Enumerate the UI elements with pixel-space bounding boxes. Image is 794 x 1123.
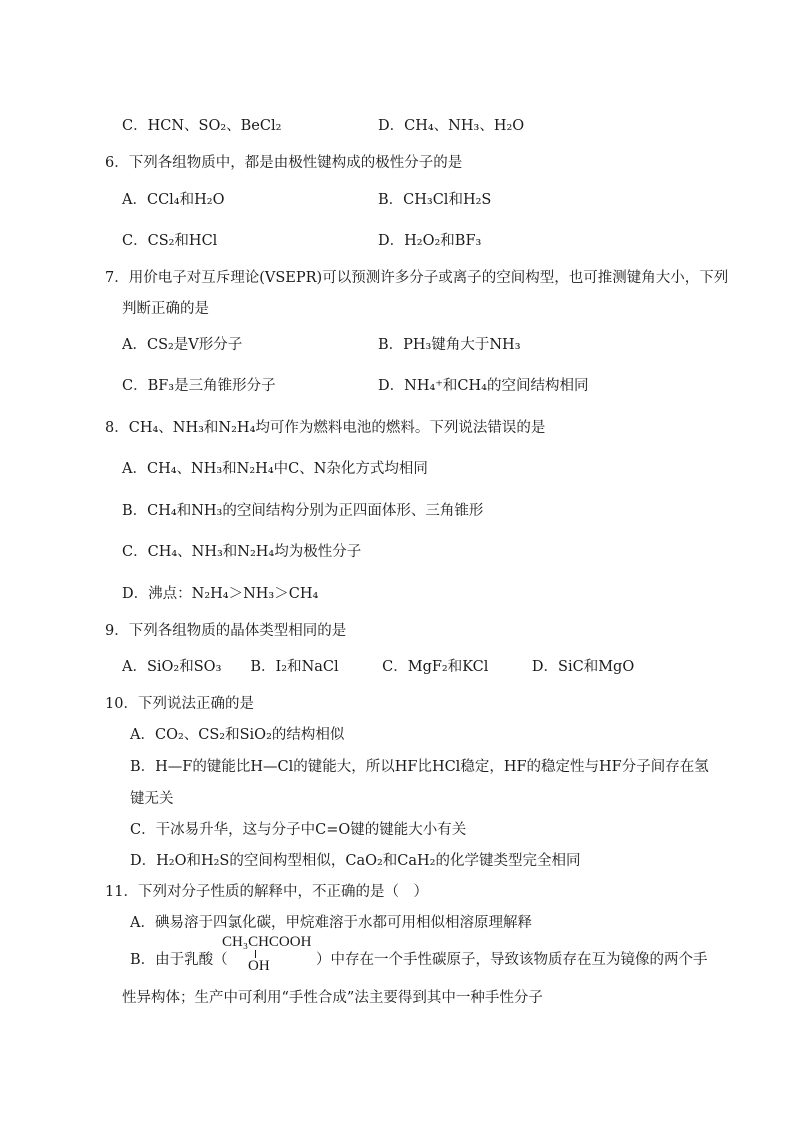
lactic-acid-main-chain: CH₃CHCOOH: [222, 934, 312, 950]
q11-option-b-prefix: B．由于乳酸（: [130, 952, 228, 968]
q10-option-a: A．CO₂、CS₂和SiO₂的结构相似: [130, 727, 345, 743]
q6-option-d: D．H₂O₂和BF₃: [378, 233, 482, 249]
q6-option-c: C．CS₂和HCl: [122, 233, 218, 249]
q6-stem: 6．下列各组物质中，都是由极性键构成的极性分子的是: [105, 155, 463, 171]
q6-option-a: A．CCl₄和H₂O: [122, 192, 225, 208]
q9-stem: 9．下列各组物质的晶体类型相同的是: [105, 623, 347, 639]
q8-option-d: D．沸点：N₂H₄＞NH₃＞CH₄: [122, 586, 319, 602]
q5-option-c: C．HCN、SO₂、BeCl₂: [122, 118, 282, 134]
q5-option-d: D．CH₄、NH₃、H₂O: [378, 118, 525, 134]
q7-stem-line2: 判断正确的是: [122, 301, 209, 317]
q6-option-b: B．CH₃Cl和H₂S: [378, 192, 492, 208]
q10-option-b-line2: 键无关: [130, 791, 174, 807]
lactic-acid-structure: [222, 934, 312, 974]
q8-stem: 8．CH₄、NH₃和N₂H₄均可作为燃料电池的燃料。下列说法错误的是: [105, 420, 546, 436]
q10-stem: 10．下列说法正确的是: [105, 696, 254, 712]
q11-option-b-suffix: ）中存在一个手性碳原子，导致该物质存在互为镜像的两个手: [316, 952, 708, 968]
q8-option-c: C．CH₄、NH₃和N₂H₄均为极性分子: [122, 544, 362, 560]
q7-option-d: D．NH₄⁺和CH₄的空间结构相同: [378, 378, 589, 394]
q7-option-a: A．CS₂是V形分子: [122, 337, 243, 353]
q10-option-b-line1: B．H—F的键能比H—Cl的键能大，所以HF比HCl稳定，HF的稳定性与HF分子间存在氢: [130, 759, 709, 775]
q9-options: A．SiO₂和SO₃ B．I₂和NaCl C．MgF₂和KCl D．SiC和MgO: [122, 659, 635, 675]
q7-option-b: B．PH₃键角大于NH₃: [378, 337, 521, 353]
lactic-acid-hydroxyl: OH: [248, 958, 270, 974]
q8-option-a: A．CH₄、NH₃和N₂H₄中C、N杂化方式均相同: [122, 461, 428, 477]
q7-option-c: C．BF₃是三角锥形分子: [122, 378, 276, 394]
q11-stem: 11．下列对分子性质的解释中，不正确的是（ ）: [105, 884, 428, 900]
q7-stem-line1: 7．用价电子对互斥理论(VSEPR)可以预测许多分子或离子的空间构型，也可推测键角大小，下列: [105, 270, 729, 286]
q11-option-b-line2: 性异构体；生产中可利用“手性合成”法主要得到其中一种手性分子: [122, 990, 543, 1006]
q10-option-d: D．H₂O和H₂S的空间构型相似，CaO₂和CaH₂的化学键类型完全相同: [130, 853, 581, 869]
q10-option-c: C．干冰易升华，这与分子中C=O键的键能大小有关: [130, 822, 467, 838]
lactic-acid-bond-line: [255, 950, 256, 958]
q8-option-b: B．CH₄和NH₃的空间结构分别为正四面体形、三角锥形: [122, 503, 484, 519]
q11-option-a: A．碘易溶于四氯化碳，甲烷难溶于水都可用相似相溶原理解释: [130, 915, 532, 931]
